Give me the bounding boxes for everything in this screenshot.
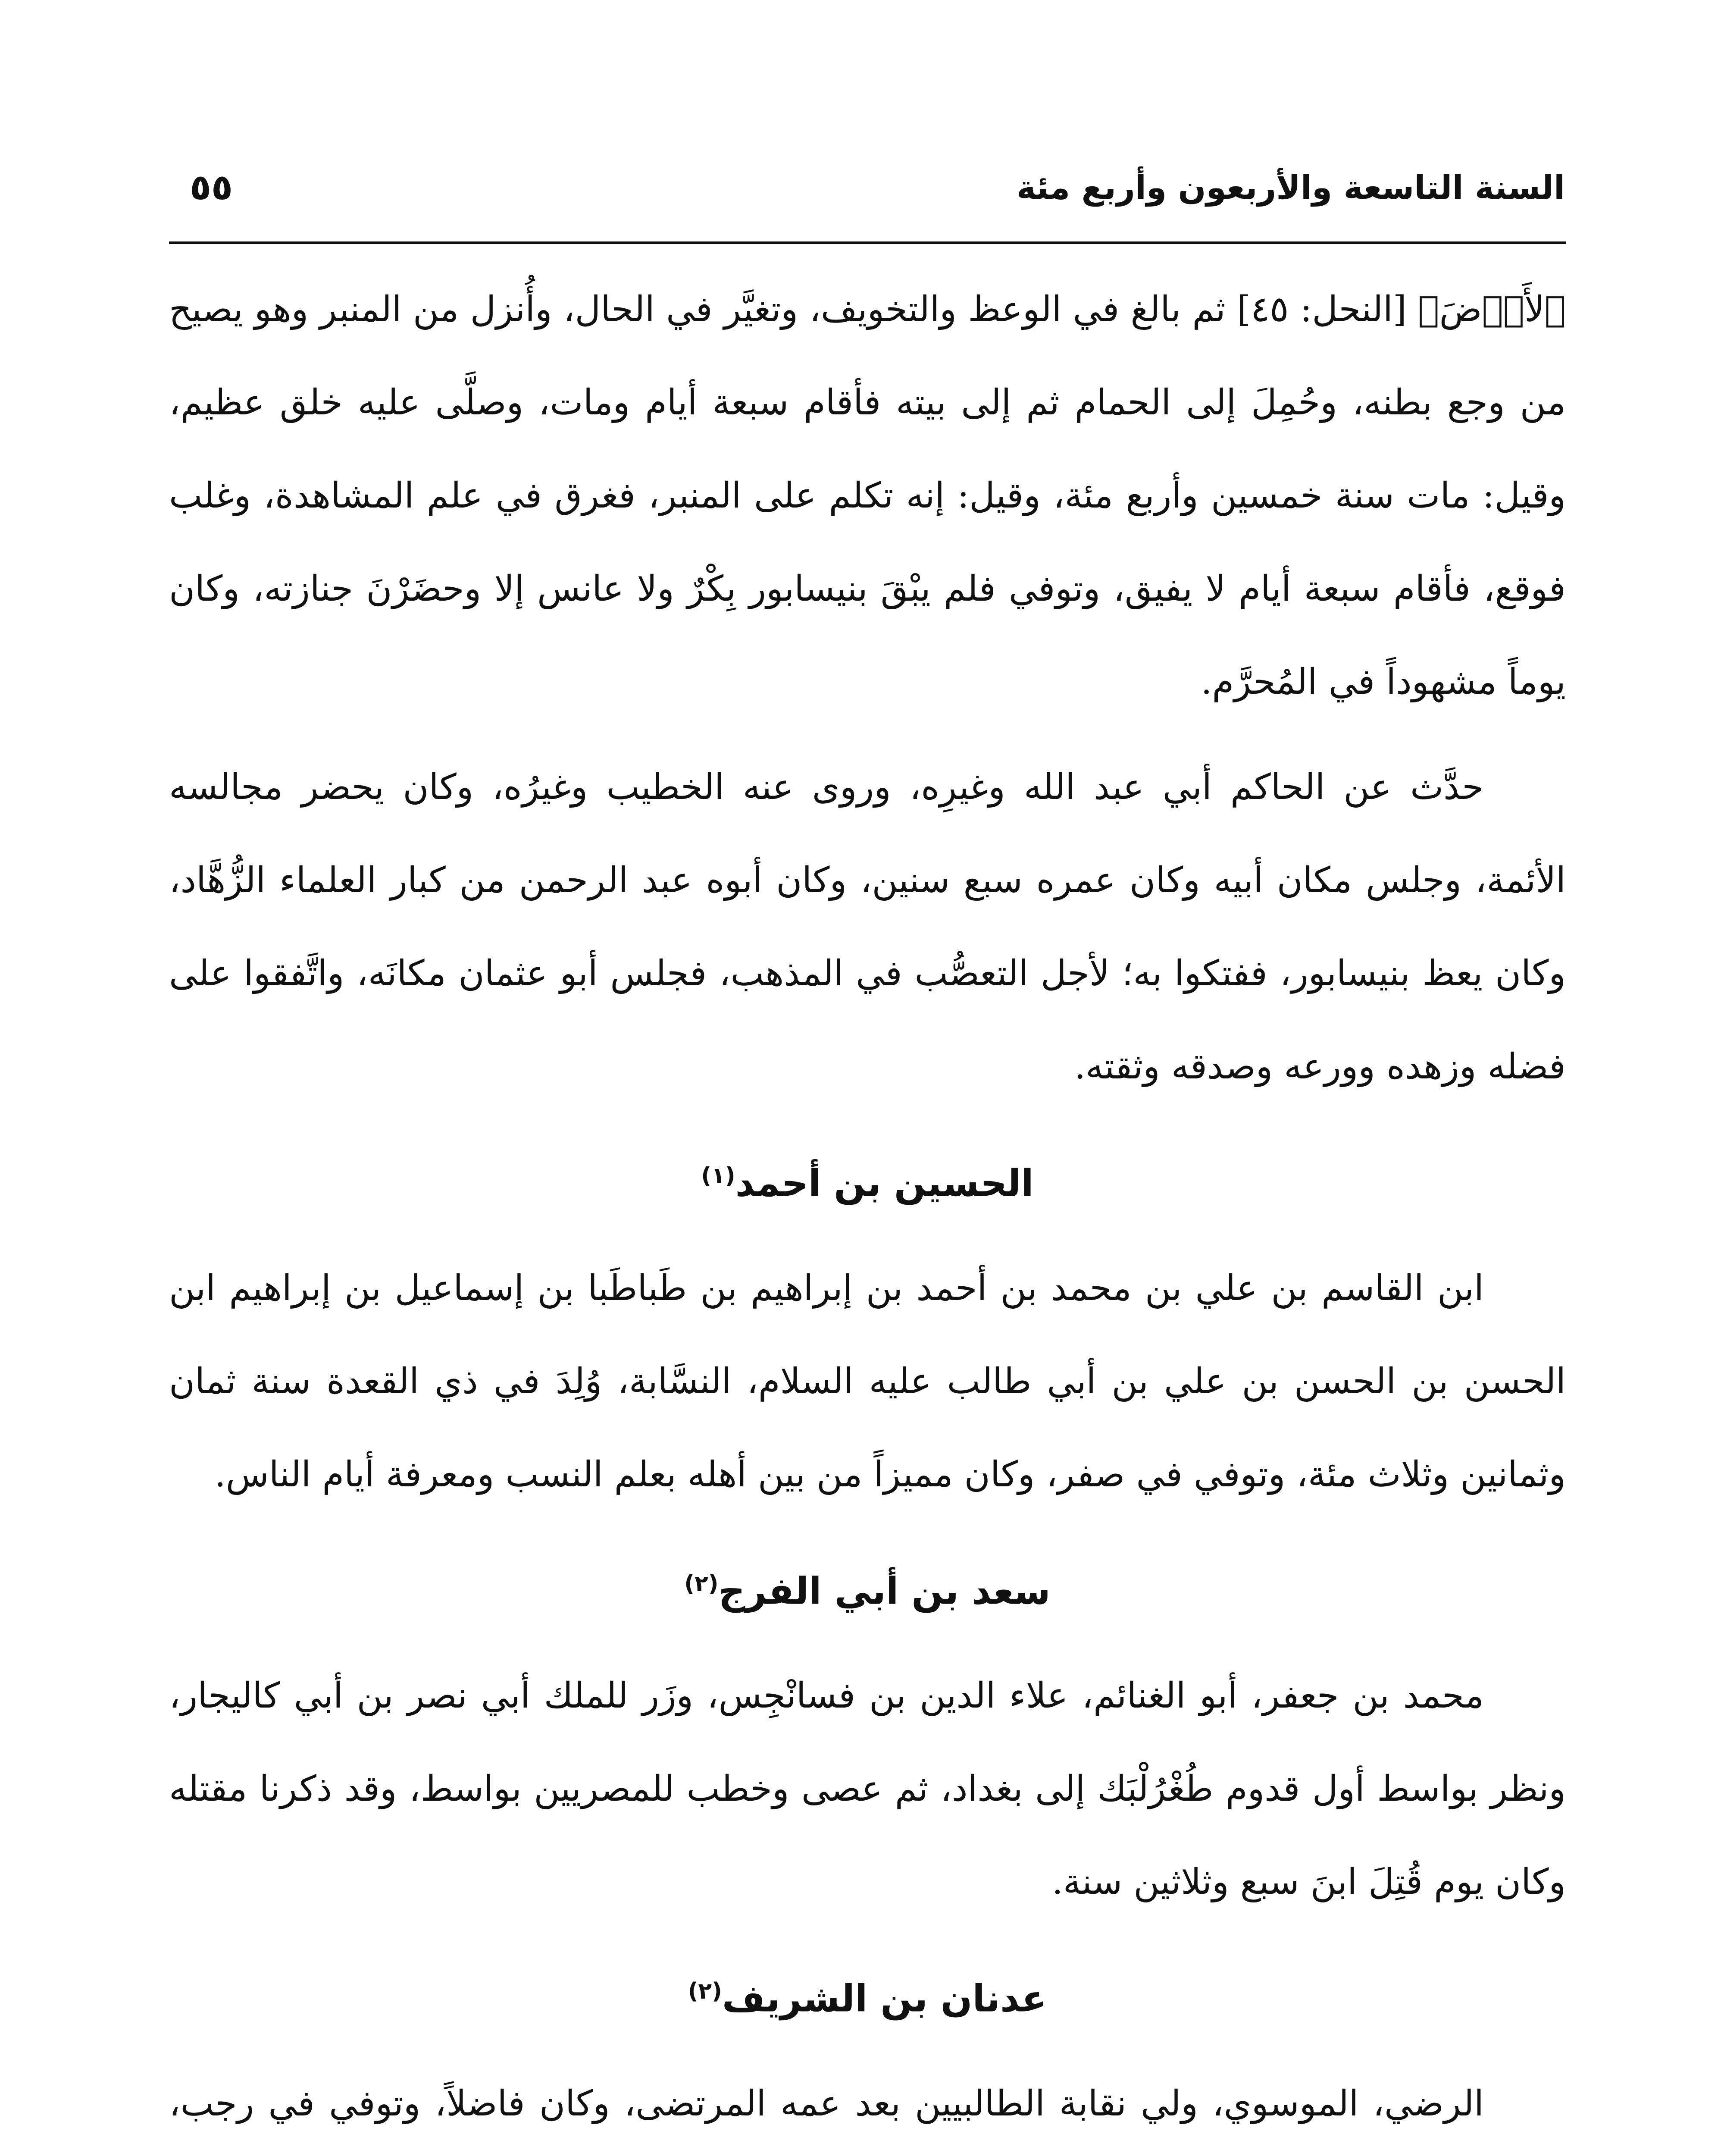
running-title: السنة التاسعة والأربعون وأربع مئة <box>1017 168 1565 207</box>
section-heading <box>169 1551 1566 1624</box>
header-divider <box>169 241 1566 244</box>
section-heading <box>169 1959 1566 2031</box>
section-title: سعد بن أبي الفرج <box>718 1570 1051 1613</box>
section-title: عدنان بن الشريف <box>722 1977 1047 2021</box>
section-body: الرضي، الموسوي، ولي نقابة الطالبيين بعد عمه المرتضى، وكان فاضلاً، وتوفي في رجب، <box>169 2083 1484 2124</box>
footnote-marker: (٢) <box>684 1570 719 1597</box>
main-text <box>169 263 1566 2156</box>
page-header <box>172 164 1565 229</box>
footnote-marker: (١) <box>701 1163 735 1189</box>
page-number: ٥٥ <box>190 167 233 208</box>
paragraph-continued: ﭐﻷَﺭۡﺽَ﴾ [النحل: ٤٥] ثم بالغ في الوعظ والتخويف، وتغيَّر في الحال، وأُنزل من المنبر وهو يصيح من وجع بطنه، وحُمِلَ إلى الحمام ثم إلى بيته فأقام سبعة أيام ومات، وصلَّى عليه خلق عظيم، وقيل: مات سنة خمسين وأربع مئة، وقيل: إنه تكلم على المنبر، فغرق في علم المشاهدة، وغلب فوقع، فأقام سبعة أيام لا يفيق، وتوفي فلم يبْقَ بنيسابور بِكْرٌ ولا عانس إلا وحضَرْنَ جنازته، وكان يوماً مشهوداً في المُحرَّم. <box>169 289 1566 702</box>
paragraph: حدَّث عن الحاكم أبي عبد الله وغيرِه، وروى عنه الخطيب وغيرُه، وكان يحضر مجالسه الأئمة، وجلس مكان أبيه وكان عمره سبع سنين، وكان أبوه عبد الرحمن من كبار العلماء الزُّهَّاد، وكان يعظ بنيسابور، ففتكوا به؛ لأجل التعصُّب في المذهب، فجلس أبو عثمان مكانَه، واتَّفقوا على فضله وزهده وورعه وصدقه وثقته. <box>169 767 1566 1087</box>
footnote-marker: (٢) <box>688 1978 722 2005</box>
section-heading <box>169 1144 1566 1216</box>
section-body: محمد بن جعفر، أبو الغنائم، علاء الدين بن فسانْجِس، وزَر للملك أبي نصر بن أبي كاليجار، ونظر بواسط أول قدوم طُغْرُلْبَك إلى بغداد، ثم عصى وخطب للمصريين بواسط، وقد ذكرنا مقتله وكان يوم قُتِلَ ابنَ سبع وثلاثين سنة. <box>169 1675 1566 1903</box>
section-body: ابن القاسم بن علي بن محمد بن أحمد بن إبراهيم بن طَباطَبا بن إسماعيل بن إبراهيم ابن الحسن بن الحسن بن علي بن أبي طالب عليه السلام، النسَّابة، وُلِدَ في ذي القعدة سنة ثمان وثمانين وثلاث مئة، وتوفي في صفر، وكان مميزاً من بين أهله بعلم النسب ومعرفة أيام الناس. <box>169 1267 1566 1495</box>
section-title: الحسين بن أحمد <box>735 1162 1034 1205</box>
